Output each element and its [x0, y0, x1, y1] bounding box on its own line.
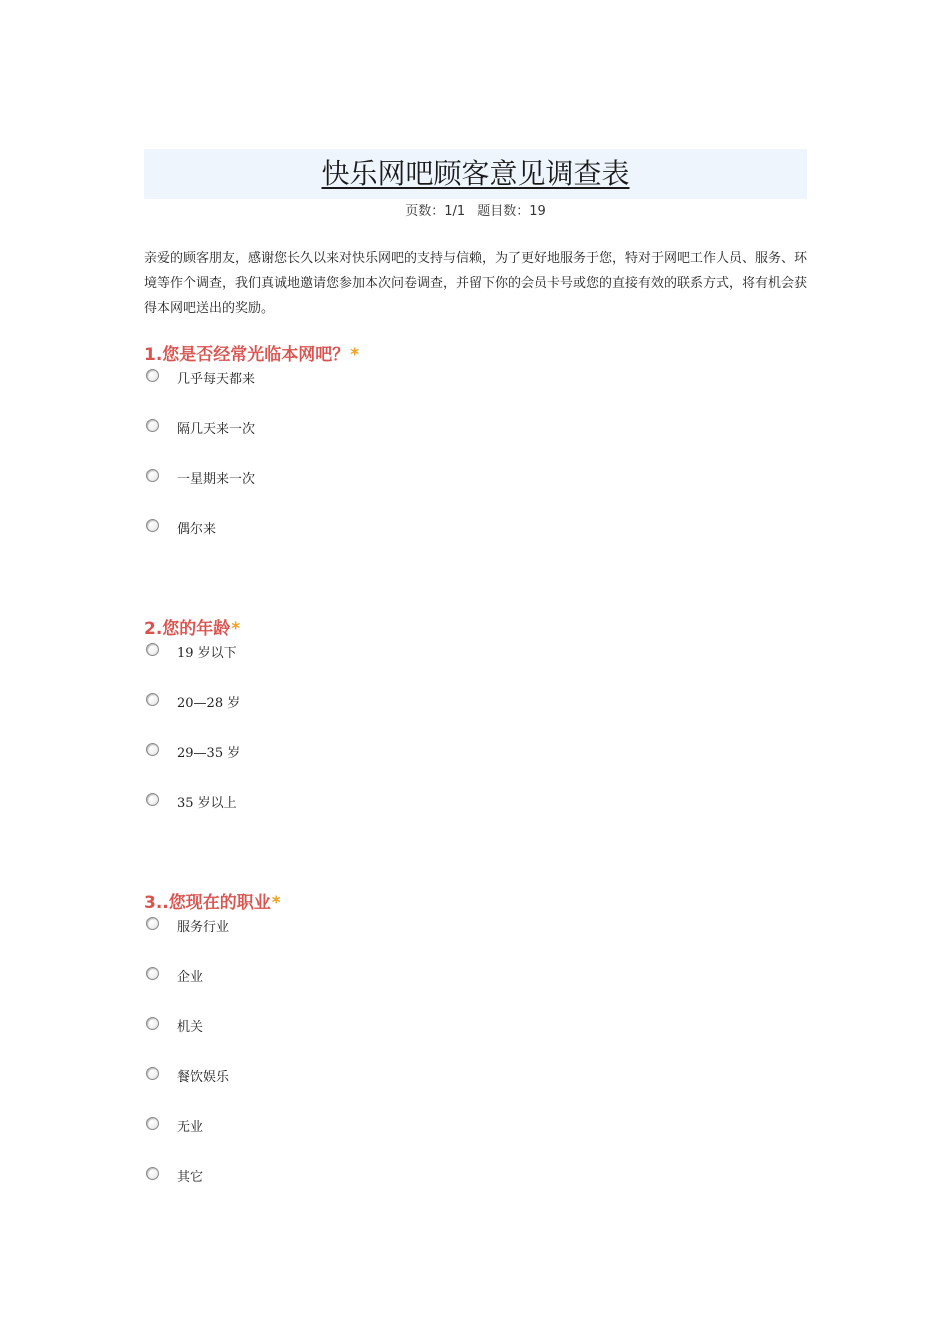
page-count: 页数：1/1 [405, 204, 466, 219]
radio-option[interactable] [144, 417, 807, 467]
option-label: 偶尔来 [177, 522, 217, 537]
option-label: 20—28 岁 [177, 696, 241, 711]
required-mark: * [271, 893, 281, 913]
radio-option[interactable] [144, 1165, 807, 1215]
radio-option[interactable] [144, 1015, 807, 1065]
option-label: 35 岁以上 [177, 796, 237, 811]
option-label: 机关 [177, 1020, 204, 1035]
question-title-text: 3..您现在的职业 [144, 893, 271, 913]
radio-option[interactable] [144, 641, 807, 691]
survey-title: 快乐网吧顾客意见调查表 [321, 157, 630, 190]
question-title [144, 617, 807, 641]
option-label: 其它 [177, 1170, 204, 1185]
option-label: 无业 [177, 1120, 204, 1135]
radio-button[interactable] [146, 1017, 159, 1030]
radio-button[interactable] [146, 1067, 159, 1080]
radio-button[interactable] [146, 519, 159, 532]
radio-button[interactable] [146, 967, 159, 980]
question-title [144, 891, 807, 915]
question-3 [144, 891, 807, 1215]
radio-button[interactable] [146, 693, 159, 706]
radio-button[interactable] [146, 419, 159, 432]
radio-option[interactable] [144, 965, 807, 1015]
radio-option[interactable] [144, 1115, 807, 1165]
survey-meta [144, 203, 807, 221]
radio-button[interactable] [146, 469, 159, 482]
survey-intro: 亲爱的顾客朋友，感谢您长久以来对快乐网吧的支持与信赖，为了更好地服务于您，特对于网吧工作人员、服务、环境等作个调查，我们真诚地邀请您参加本次问卷调查，并留下你的会员卡号或您的直接有效的联系方式，将有机会获得本网吧送出的奖励。 [144, 251, 808, 316]
option-label: 29—35 岁 [177, 746, 241, 761]
question-title [144, 343, 807, 367]
question-title-text: 1.您是否经常光临本网吧？ [144, 345, 350, 365]
radio-option[interactable] [144, 517, 807, 567]
option-label: 几乎每天都来 [177, 372, 256, 387]
question-1 [144, 343, 807, 567]
question-count: 题目数：19 [477, 204, 546, 219]
radio-button[interactable] [146, 643, 159, 656]
radio-button[interactable] [146, 917, 159, 930]
radio-option[interactable] [144, 691, 807, 741]
option-label: 企业 [177, 970, 204, 985]
option-label: 餐饮娱乐 [177, 1070, 230, 1085]
radio-option[interactable] [144, 1065, 807, 1115]
required-mark: * [350, 345, 360, 365]
question-title-text: 2.您的年龄 [144, 619, 231, 639]
required-mark: * [231, 619, 241, 639]
survey-title-bar [144, 149, 807, 199]
option-label: 服务行业 [177, 920, 230, 935]
question-2 [144, 617, 807, 841]
option-label: 一星期来一次 [177, 472, 256, 487]
radio-button[interactable] [146, 369, 159, 382]
option-label: 隔几天来一次 [177, 422, 256, 437]
radio-option[interactable] [144, 741, 807, 791]
radio-button[interactable] [146, 1117, 159, 1130]
option-label: 19 岁以下 [177, 646, 237, 661]
radio-button[interactable] [146, 793, 159, 806]
radio-option[interactable] [144, 791, 807, 841]
radio-option[interactable] [144, 467, 807, 517]
radio-option[interactable] [144, 915, 807, 965]
radio-button[interactable] [146, 1167, 159, 1180]
radio-button[interactable] [146, 743, 159, 756]
radio-option[interactable] [144, 367, 807, 417]
